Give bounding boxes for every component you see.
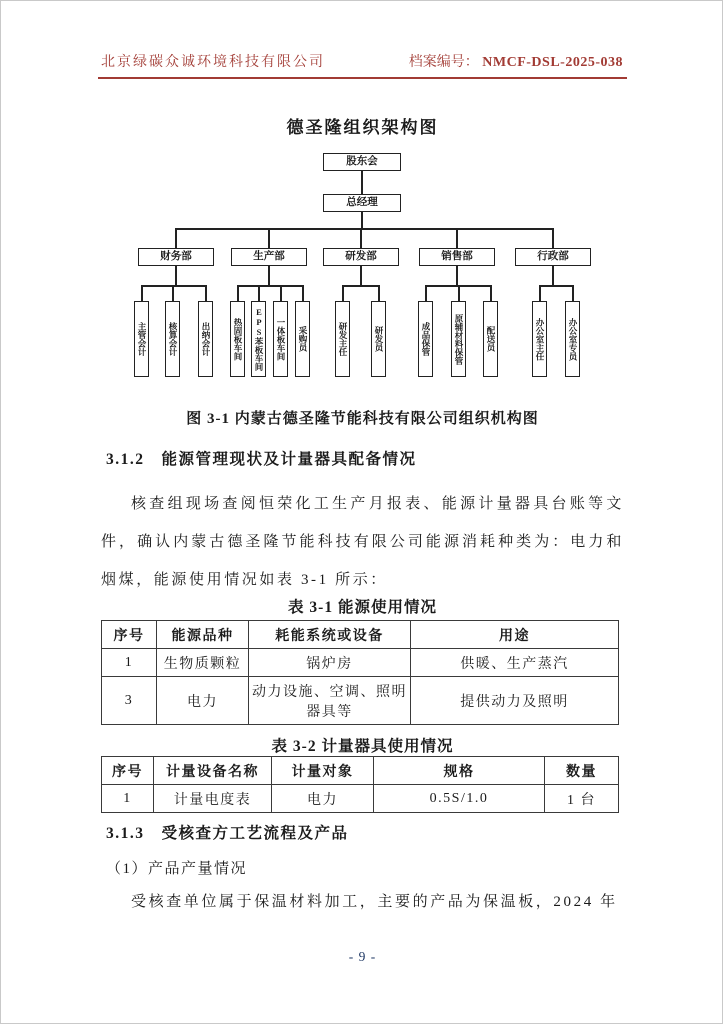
sub-item-product-output: （1）产品产量情况 [106, 861, 248, 877]
figure-caption: 图 3-1 内蒙古德圣隆节能科技有限公司组织机构图 [186, 411, 539, 427]
org-connector-line [425, 285, 427, 301]
org-position-box: 配送员 [483, 301, 498, 377]
header-archive-number [409, 51, 623, 71]
org-connector-line [342, 285, 380, 287]
table-row [102, 649, 619, 677]
col-header: 用途 [411, 621, 619, 649]
org-connector-line [456, 266, 458, 285]
org-connector-line [237, 285, 304, 287]
cell: 动力设施、空调、照明器具等 [249, 677, 411, 725]
org-connector-line [361, 171, 363, 194]
org-position-box: 办公室主任 [532, 301, 547, 377]
org-connector-line [268, 266, 270, 285]
archive-value: NMCF-DSL-2025-038 [482, 55, 623, 70]
table-energy-use [101, 620, 619, 725]
org-connector-line [342, 285, 344, 301]
org-connector-line [280, 285, 282, 301]
page-number: - 9 - [348, 949, 377, 964]
org-connector-line [490, 285, 492, 301]
cell: 提供动力及照明 [411, 677, 619, 725]
col-header: 计量设备名称 [154, 757, 272, 785]
table2-title: 表 3-2 计量器具使用情况 [271, 738, 454, 755]
table-header-row [102, 621, 619, 649]
org-position-box: 研发主任 [335, 301, 350, 377]
org-connector-line [268, 228, 270, 248]
paragraph-product: 受核查单位属于保温材料加工，主要的产品为保温板，2024 年 [131, 894, 618, 910]
table1-title: 表 3-1 能源使用情况 [288, 599, 437, 616]
col-header: 计量对象 [272, 757, 374, 785]
col-header: 数量 [545, 757, 619, 785]
table-row [102, 677, 619, 725]
org-connector-line [360, 228, 362, 248]
org-connector-line [205, 285, 207, 301]
cell: 锅炉房 [249, 649, 411, 677]
org-connector-line [552, 266, 554, 285]
org-position-box: 研发员 [371, 301, 386, 377]
table-metering-devices [101, 756, 619, 813]
org-connector-line [539, 285, 541, 301]
table-row [102, 785, 619, 813]
org-position-box: 成品保管 [418, 301, 433, 377]
org-box-general-manager: 总经理 [323, 194, 401, 212]
org-position-box: 热固板车间 [230, 301, 245, 377]
col-header: 序号 [102, 757, 154, 785]
org-position-box: 采购员 [295, 301, 310, 377]
org-connector-line [360, 266, 362, 285]
org-box-dept-rnd: 研发部 [323, 248, 399, 266]
org-box-dept-production: 生产部 [231, 248, 307, 266]
org-connector-line [237, 285, 239, 301]
cell: 1 [102, 649, 157, 677]
cell: 3 [102, 677, 157, 725]
org-connector-line [361, 212, 363, 228]
col-header: 耗能系统或设备 [249, 621, 411, 649]
org-connector-line [141, 285, 143, 301]
header-company-name: 北京绿碳众诚环境科技有限公司 [101, 55, 325, 70]
org-box-dept-admin: 行政部 [515, 248, 591, 266]
section-heading-313: 3.1.3 受核查方工艺流程及产品 [106, 825, 349, 842]
table-header-row [102, 757, 619, 785]
org-connector-line [175, 228, 554, 230]
col-header: 规格 [374, 757, 545, 785]
org-chart-title: 德圣隆组织架构图 [286, 118, 439, 137]
col-header: 序号 [102, 621, 157, 649]
org-position-box: 一体板车间 [273, 301, 288, 377]
archive-label: 档案编号： [408, 55, 479, 70]
org-position-box: 出纳会计 [198, 301, 213, 377]
header-rule [98, 77, 627, 79]
cell: 供暖、生产蒸汽 [411, 649, 619, 677]
cell: 电力 [272, 785, 374, 813]
org-connector-line [458, 285, 460, 301]
org-connector-line [175, 266, 177, 285]
org-position-box: 办公室专员 [565, 301, 580, 377]
col-header: 能源品种 [157, 621, 249, 649]
org-connector-line [539, 285, 574, 287]
org-connector-line [552, 228, 554, 248]
cell: 0.5S/1.0 [374, 785, 545, 813]
org-connector-line [141, 285, 207, 287]
org-position-box: 原辅材料保管 [451, 301, 466, 377]
cell: 1 台 [545, 785, 619, 813]
org-position-box: 核算会计 [165, 301, 180, 377]
org-connector-line [175, 228, 177, 248]
org-box-dept-sales: 销售部 [419, 248, 495, 266]
org-position-box: EPS苯板车间 [251, 301, 266, 377]
cell: 电力 [157, 677, 249, 725]
org-position-box: 主管会计 [134, 301, 149, 377]
org-connector-line [302, 285, 304, 301]
paragraph-energy-overview: 核查组现场查阅恒荣化工生产月报表、能源计量器具台账等文件，确认内蒙古德圣隆节能科技有限公司能源消耗种类为：电力和烟煤，能源使用情况如表 3-1 所示： [101, 496, 624, 588]
section-heading-312: 3.1.2 能源管理现状及计量器具配备情况 [106, 451, 417, 468]
org-box-shareholders: 股东会 [323, 153, 401, 171]
org-connector-line [172, 285, 174, 301]
cell: 生物质颗粒 [157, 649, 249, 677]
org-connector-line [258, 285, 260, 301]
org-box-dept-finance: 财务部 [138, 248, 214, 266]
cell: 计量电度表 [154, 785, 272, 813]
cell: 1 [102, 785, 154, 813]
org-connector-line [456, 228, 458, 248]
org-connector-line [572, 285, 574, 301]
org-connector-line [378, 285, 380, 301]
